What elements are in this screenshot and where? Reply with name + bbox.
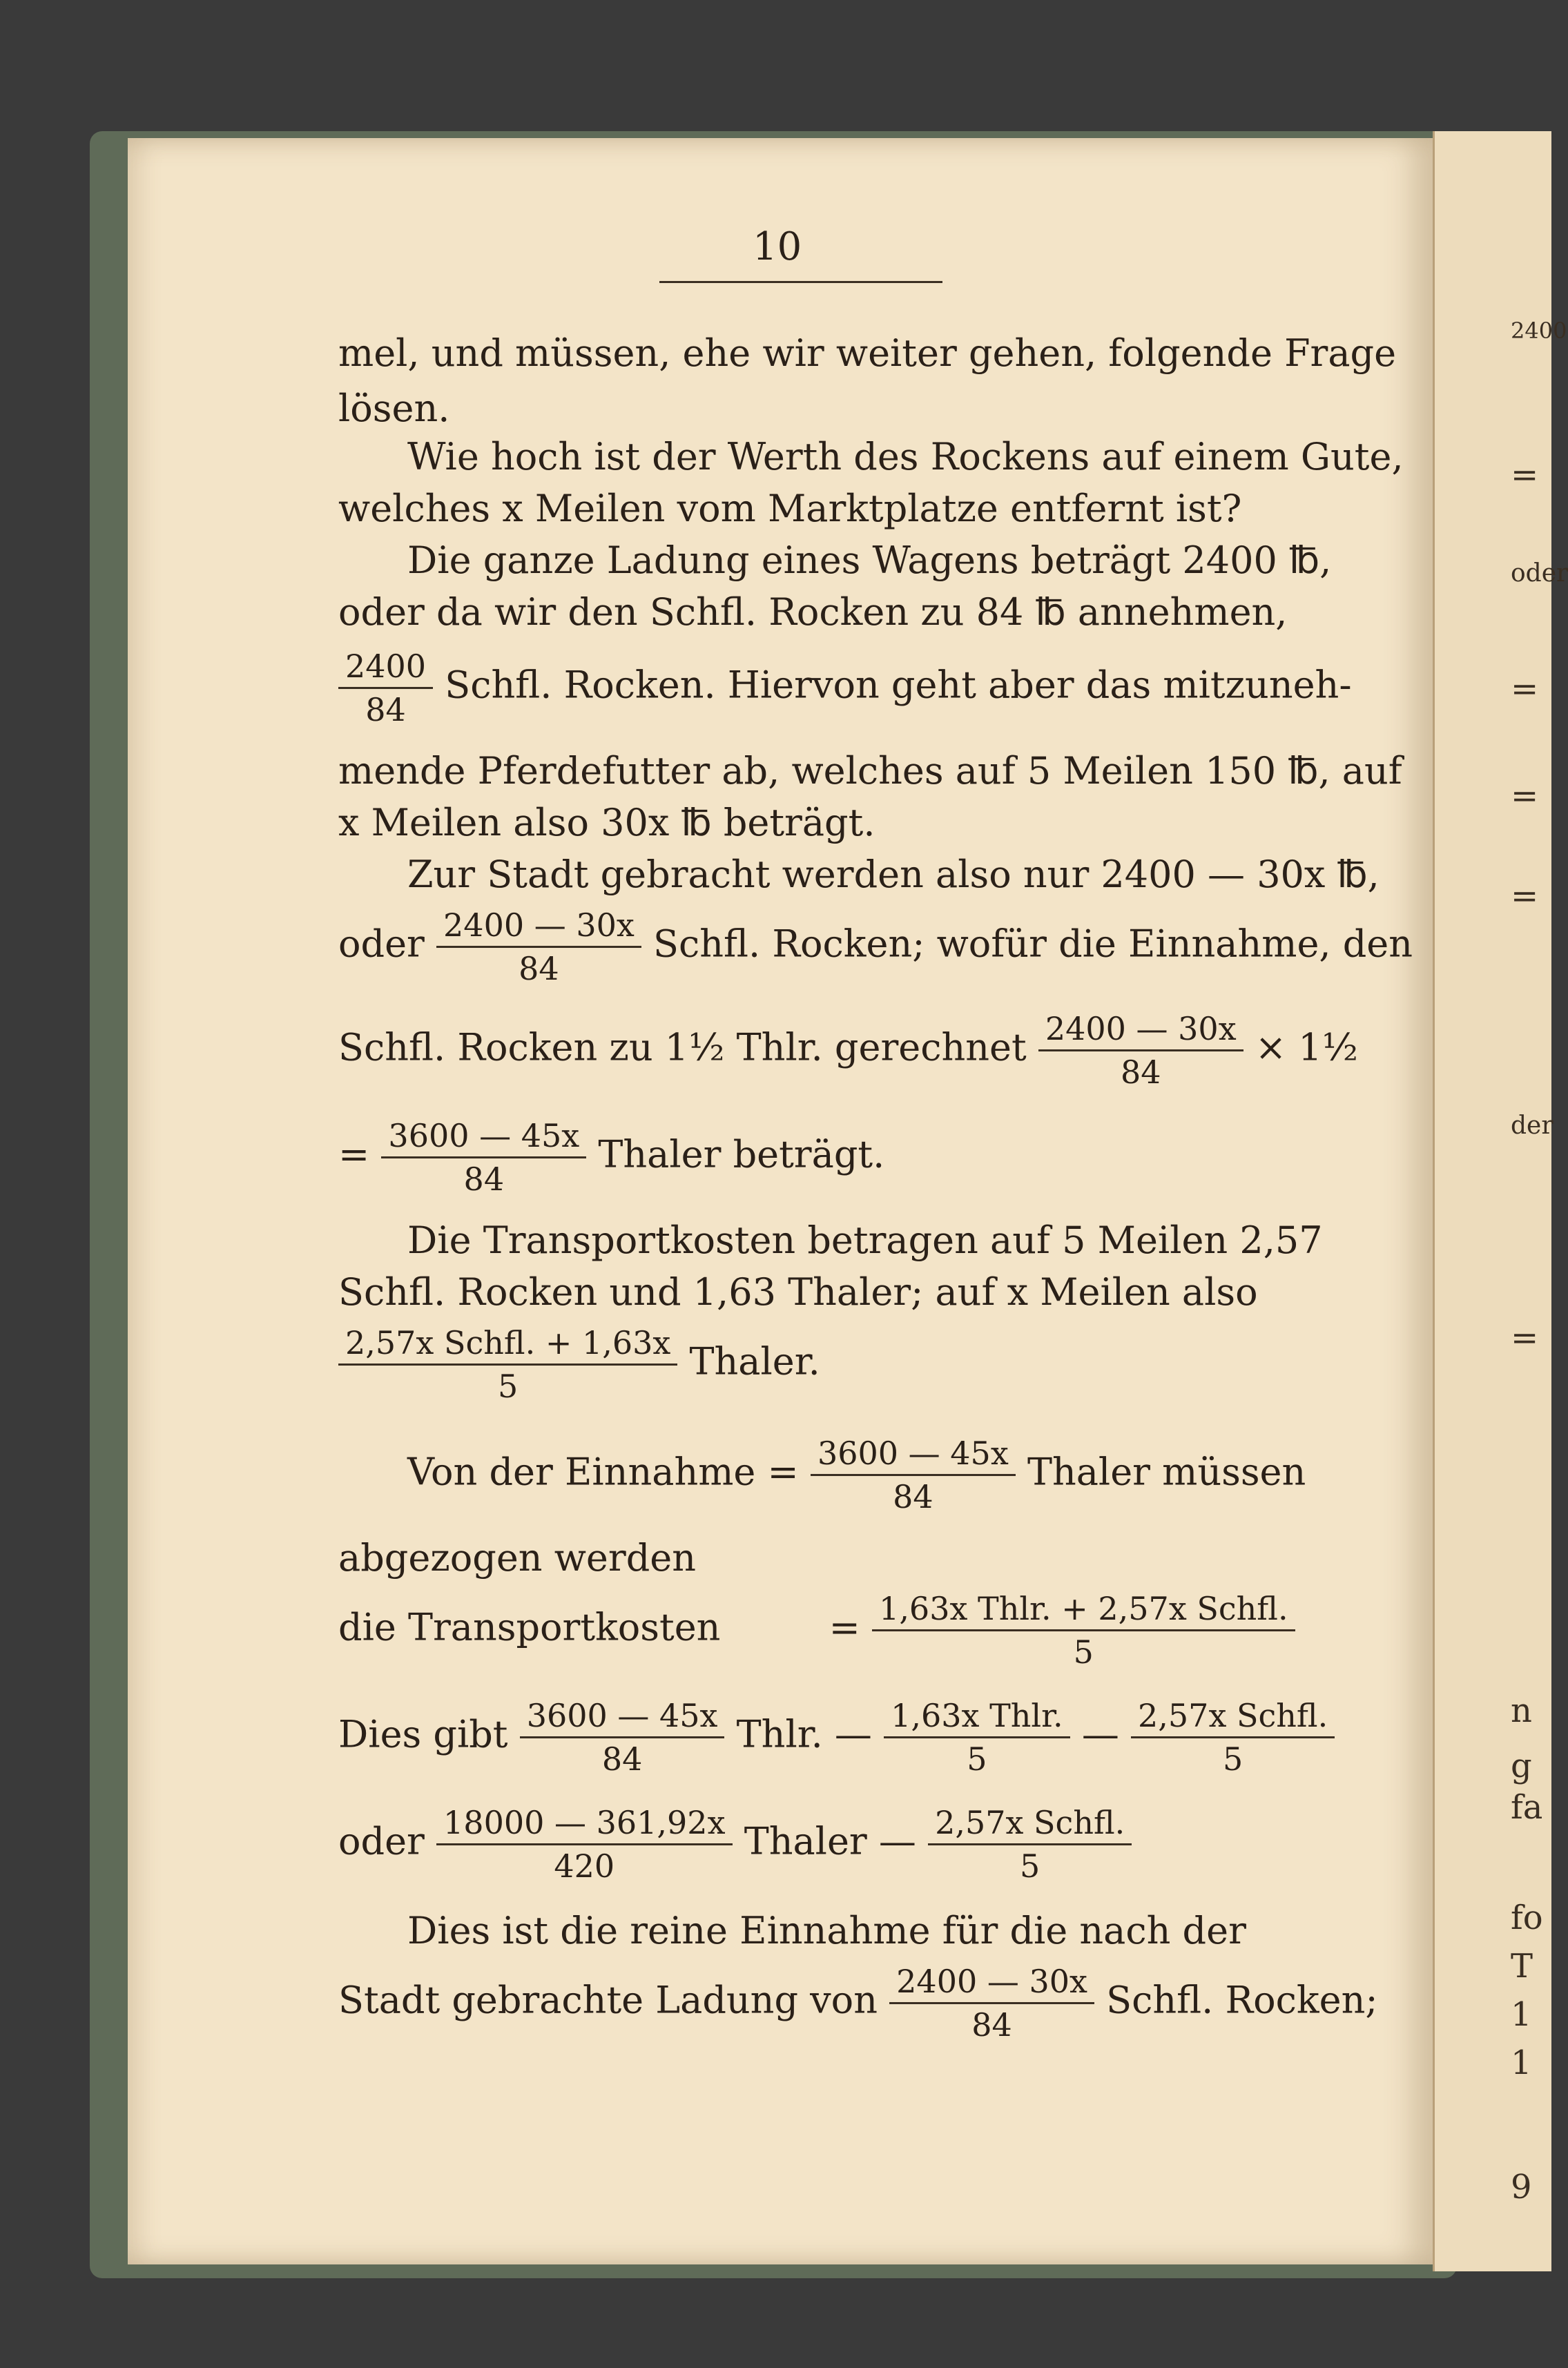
- text-line: Die ganze Ladung eines Wagens beträgt 2400 ℔,: [407, 538, 1332, 582]
- text-segment: oder: [338, 1819, 425, 1863]
- fraction: [520, 1695, 725, 1780]
- edge-fragment: 2400: [1511, 318, 1567, 344]
- text-line: x Meilen also 30x ℔ beträgt.: [338, 801, 875, 844]
- numerator: 3600 — 45x: [817, 1435, 1009, 1472]
- numerator: 2400 — 30x: [443, 906, 635, 944]
- text-segment: Thlr. —: [736, 1712, 872, 1756]
- fraction: [436, 1802, 732, 1887]
- fraction-line: [338, 1695, 1335, 1780]
- fraction-line: [407, 1433, 1306, 1517]
- numerator: 2,57x Schfl. + 1,63x: [345, 1324, 671, 1361]
- fraction: [884, 1695, 1070, 1780]
- page-number: 10: [753, 224, 802, 269]
- denominator: 420: [436, 1843, 732, 1887]
- numerator: 2400 — 30x: [896, 1963, 1087, 2000]
- text-segment: —: [1081, 1712, 1119, 1756]
- fraction: [889, 1961, 1094, 2046]
- text-segment: oder: [338, 922, 425, 966]
- denominator: 84: [436, 946, 641, 989]
- text-line: Wie hoch ist der Werth des Rockens auf einem Gute,: [407, 435, 1404, 478]
- text-segment: Schfl. Rocken; wofür die Einnahme, den: [653, 922, 1413, 966]
- denominator: 84: [520, 1736, 725, 1780]
- fraction-line: [338, 1115, 884, 1200]
- text-line: mende Pferdefutter ab, welches auf 5 Meilen 150 ℔, auf: [338, 749, 1402, 793]
- numerator: 3600 — 45x: [388, 1117, 580, 1154]
- numerator: 3600 — 45x: [526, 1697, 718, 1734]
- text-line-content: mel, und müssen, ehe wir weiter gehen, folgende Frage: [338, 331, 1397, 375]
- text-line: abgezogen werden: [338, 1536, 697, 1580]
- text-segment: Schfl. Rocken. Hiervon geht aber das mitzuneh-: [445, 663, 1352, 707]
- denominator: 84: [381, 1156, 586, 1200]
- next-page-edge: [1433, 131, 1568, 2271]
- edge-fragment: 9: [1511, 2168, 1532, 2206]
- text-line: Die Transportkosten betragen auf 5 Meilen 2,57: [407, 1219, 1323, 1262]
- fraction: [1131, 1695, 1335, 1780]
- fraction: [811, 1433, 1016, 1517]
- numerator: 1,63x Thlr. + 2,57x Schfl.: [879, 1590, 1288, 1627]
- fraction-line: [338, 1961, 1378, 2046]
- denominator: 5: [928, 1843, 1132, 1887]
- fraction: [338, 1322, 677, 1407]
- denominator: 5: [338, 1363, 677, 1407]
- fraction: [436, 904, 641, 989]
- text-segment: Von der Einnahme =: [407, 1450, 799, 1494]
- edge-fragment: =: [1511, 670, 1539, 708]
- text-segment: =: [829, 1605, 860, 1649]
- edge-fragment: =: [1511, 456, 1539, 494]
- text-line: welches x Meilen vom Marktplatze entfernt ist?: [338, 487, 1242, 530]
- text-segment: Thaler beträgt.: [598, 1132, 885, 1176]
- edge-fragment: 1: [1511, 1995, 1532, 2034]
- edge-fragment: =: [1511, 877, 1539, 915]
- fraction-line: [338, 646, 1352, 730]
- denominator: 84: [889, 2002, 1094, 2046]
- text-line: lösen.: [338, 387, 450, 430]
- edge-fragment: n: [1511, 1691, 1532, 1730]
- text-segment: Stadt gebrachte Ladung von: [338, 1978, 878, 2022]
- numerator: 1,63x Thlr.: [891, 1697, 1063, 1734]
- text-segment: Schfl. Rocken;: [1106, 1978, 1378, 2022]
- fraction: [872, 1588, 1295, 1673]
- denominator: 5: [884, 1736, 1070, 1780]
- text-segment: =: [338, 1132, 370, 1176]
- denominator: 84: [811, 1474, 1016, 1517]
- text-line: Dies ist die reine Einnahme für die nach der: [407, 1909, 1246, 1952]
- edge-fragment: der: [1511, 1112, 1554, 1140]
- edge-fragment: oder: [1511, 559, 1568, 588]
- edge-fragment: T: [1511, 1947, 1533, 1986]
- edge-fragment: g: [1511, 1747, 1532, 1785]
- fraction: [928, 1802, 1132, 1887]
- numerator: 2,57x Schfl.: [935, 1804, 1125, 1841]
- fraction: [1038, 1008, 1243, 1093]
- edge-fragment: =: [1511, 1319, 1539, 1357]
- denominator: 5: [1131, 1736, 1335, 1780]
- text-line: [338, 331, 1397, 375]
- text-line: oder da wir den Schfl. Rocken zu 84 ℔ annehmen,: [338, 590, 1288, 634]
- text-segment: Thaler —: [744, 1819, 916, 1863]
- text-segment: Dies gibt: [338, 1712, 508, 1756]
- header-rule: [659, 281, 942, 283]
- text-line: Zur Stadt gebracht werden also nur 2400 — 30x ℔,: [407, 853, 1380, 896]
- numerator: 2,57x Schfl.: [1138, 1697, 1328, 1734]
- numerator: 2400 — 30x: [1045, 1010, 1237, 1047]
- text-segment: Schfl. Rocken zu 1½ Thlr. gerechnet: [338, 1025, 1027, 1069]
- numerator: 18000 — 361,92x: [443, 1804, 726, 1841]
- edge-fragment: =: [1511, 777, 1539, 815]
- text-segment: × 1½: [1255, 1025, 1358, 1069]
- denominator: 84: [1038, 1049, 1243, 1093]
- denominator: 84: [338, 687, 433, 730]
- numerator: 2400: [345, 648, 427, 685]
- fraction-line: [338, 1008, 1358, 1093]
- text-segment: Thaler.: [689, 1339, 820, 1384]
- fraction: [338, 646, 433, 730]
- text-segment: Thaler müssen: [1027, 1450, 1306, 1494]
- text-line: Schfl. Rocken und 1,63 Thaler; auf x Meilen also: [338, 1270, 1258, 1314]
- denominator: 5: [872, 1629, 1295, 1673]
- fraction-line: [338, 1588, 1295, 1673]
- fraction-line: [338, 1802, 1132, 1887]
- fraction-line: [338, 904, 1413, 989]
- text-segment: die Transportkosten: [338, 1605, 721, 1649]
- edge-fragment: 1: [1511, 2044, 1532, 2082]
- fraction-line: [338, 1322, 820, 1407]
- edge-fragment: fa: [1511, 1788, 1543, 1827]
- edge-fragment: fo: [1511, 1899, 1543, 1937]
- fraction: [381, 1115, 586, 1200]
